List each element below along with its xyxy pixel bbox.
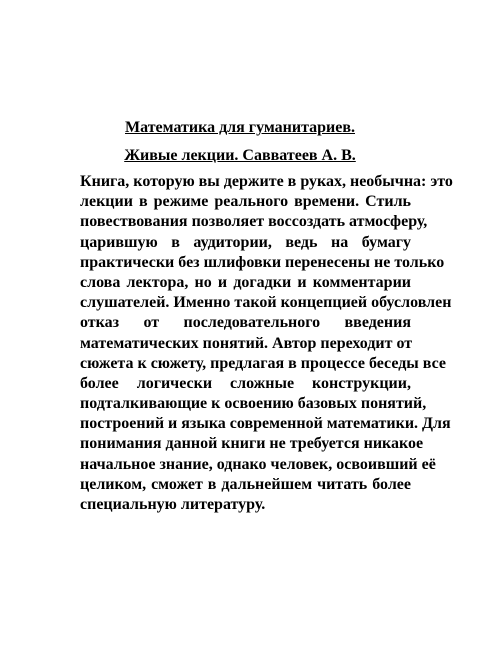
body-line: математических понятий. Автор переходит от (80, 334, 413, 352)
body-line: более логически сложные конструкции, (80, 374, 411, 392)
body-line: лекции в режиме реального времени. Стиль (80, 193, 411, 211)
body-line: повествования позволяет воссоздать атмосферу, (80, 213, 428, 231)
body-line: специальную литературу. (80, 496, 266, 513)
body-line: сюжета к сюжету, предлагая в процессе беседы все (80, 354, 447, 372)
body-line: построений и языка современной математики. Для (80, 415, 451, 433)
body-line: подталкивающие к освоению базовых понятий, (80, 395, 427, 413)
document-body (80, 172, 453, 515)
body-line: начальное знание, однако человек, освоивший её (80, 455, 436, 473)
body-line: Книга, которую вы держите в руках, необычна: это (80, 173, 453, 190)
body-line: отказ от последовательного введения (80, 314, 411, 332)
document-title-line-1: Математика для гуманитариев. (125, 119, 355, 136)
body-line: слушателей. Именно такой концепцией обусловлен (80, 294, 452, 312)
body-line: царившую в аудитории, ведь на бумагу (80, 233, 411, 251)
body-line: целиком, сможет в дальнейшем читать более (80, 475, 411, 493)
body-line: слова лектора, но и догадки и комментарии (80, 273, 411, 291)
body-line: практически без шлифовки перенесены не только (80, 253, 445, 271)
body-line: понимания данной книги не требуется никакое (80, 435, 424, 453)
document-title-line-2: Живые лекции. Савватеев А. В. (124, 147, 356, 164)
